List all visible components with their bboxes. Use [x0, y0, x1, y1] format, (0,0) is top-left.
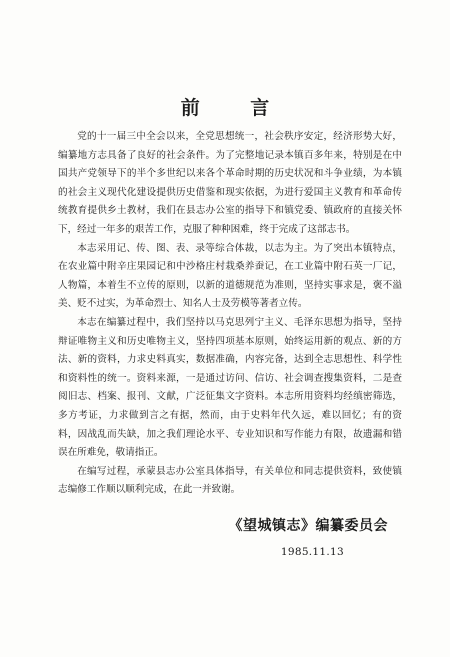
page-title: 前 言: [180, 97, 292, 119]
paragraph-2: 本志采用记、传、图、表、录等综合体裁，以志为主。为了突出本镇特点，在农业篇中附辛庄果园记和中沙格庄村栽桑养蚕记，在工业篇中附石英一厂记，人物篇，本着生不立传的原则，以新的道德规范为准则，坚持实事求是，褒不溢美、贬不过实，为革命烈士、知名人士及劳模等著者立传。: [58, 242, 402, 310]
preface-body: [58, 128, 402, 500]
paragraph-3: 本志在编纂过程中，我们坚持以马克思列宁主义、毛泽东思想为指导，坚持辩证唯物主义和历史唯物主义，坚持四项基本原则，始终运用新的观点、新的方法、新的资料，力求史料真实，数据准确，内容完备，达到全志思想性、科学性和资料性的统一。资料来源，一是通过访问、信访、社会调查搜集资料，二是查阅旧志、档案、报刊、文献，广泛征集文字资料。本志所用资料均经缜密筛选，多方考证，力求做到言之有据，然而，由于史料年代久远，难以回忆；有的资料，因战乱而失缺，加之我们理论水平、专业知识和写作能力有限，故遗漏和错误在所难免，敬请指正。: [58, 316, 402, 459]
paragraph-1: 党的十一届三中全会以来，全党思想统一，社会秩序安定，经济形势大好，编纂地方志具备了良好的社会条件。为了完整地记录本镇百多年来，特别是在中国共产党领导下的半个多世纪以来各个革命时期的历史状况和斗争业绩，为本镇的社会主义现代化建设提供历史借鉴和现实依据，为进行爱国主义教育和革命传统教育提供乡土教材，我们在县志办公室的指导下和镇党委、镇政府的直接关怀下，经过一年多的艰苦工作，克服了种种困难，终于完成了这部志书。: [58, 131, 402, 235]
signature-committee: 《望城镇志》编纂委员会: [228, 518, 388, 534]
paragraph-4: 在编写过程，承蒙县志办公室具体指导，有关单位和同志提供资料，致使镇志编修工作顺以顺利完成，在此一并致谢。: [58, 465, 402, 496]
signature-date: 1985.11.13: [280, 546, 344, 558]
